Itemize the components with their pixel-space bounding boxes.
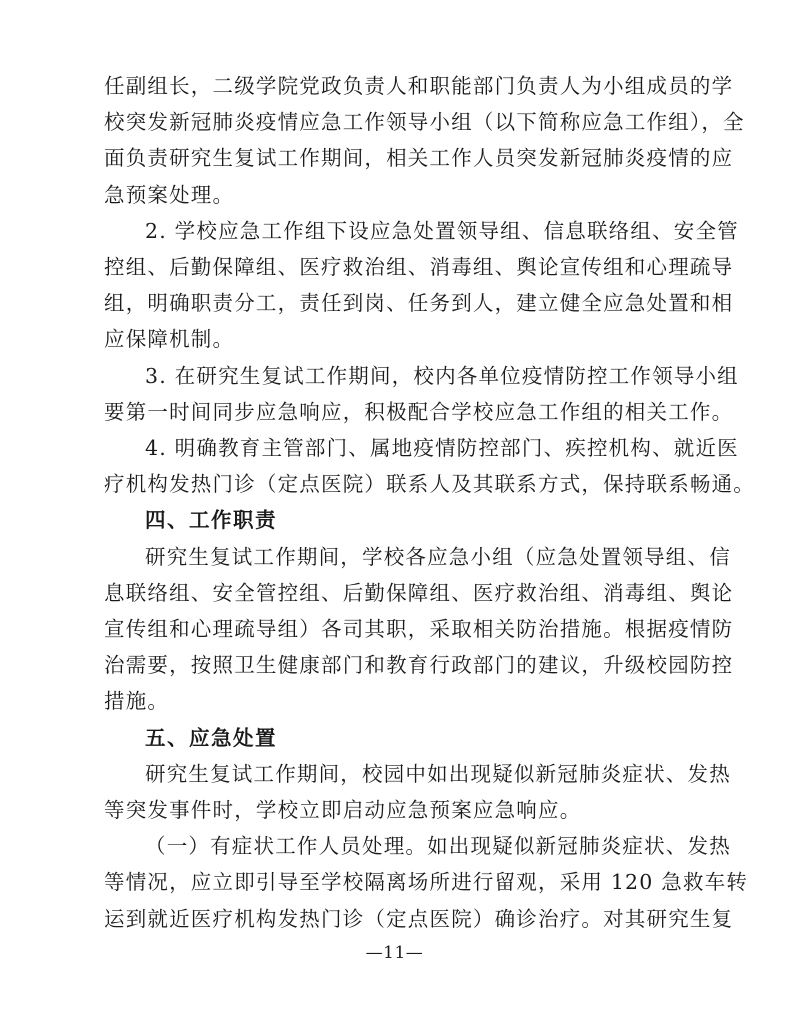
paragraph-line: 3. 在研究生复试工作期间，校内各单位疫情防控工作领导小组 [145,363,739,388]
paragraph-line: 等突发事件时，学校立即启动应急预案应急响应。 [104,798,582,823]
paragraph-line: 等情况，应立即引导至学校隔离场所进行留观，采用 120 急救车转 [104,870,749,895]
paragraph-line: 4. 明确教育主管部门、属地疫情防控部门、疾控机构、就近医 [145,436,739,461]
section-heading: 四、工作职责 [145,508,277,533]
paragraph-line: 控组、后勤保障组、医疗救治组、消毒组、舆论宣传组和心理疏导 [104,255,734,280]
body-text [104,68,755,937]
paragraph-line: 措施。 [104,689,170,714]
paragraph-line: 任副组长，二级学院党政负责人和职能部门负责人为小组成员的学 [104,74,734,98]
paragraph-line: 要第一时间同步应急响应，积极配合学校应急工作组的相关工作。 [104,399,734,424]
paragraph-line: 研究生复试工作期间，校园中如出现疑似新冠肺炎症状、发热 [145,761,731,786]
paragraph-line: 息联络组、安全管控组、后勤保障组、医疗救治组、消毒组、舆论 [104,580,734,605]
page-number: —11— [365,943,424,963]
paragraph-line: 校突发新冠肺炎疫情应急工作领导小组（以下简称应急工作组），全 [104,110,745,135]
paragraph-line: （一）有症状工作人员处理。如出现疑似新冠肺炎症状、发热 [145,834,731,859]
paragraph-line: 疗机构发热门诊（定点医院）联系人及其联系方式，保持联系畅通。 [104,472,755,497]
paragraph-line: 宣传组和心理疏导组）各司其职，采取相关防治措施。根据疫情防 [104,617,734,642]
paragraph-line: 运到就近医疗机构发热门诊（定点医院）确诊治疗。对其研究生复 [104,906,734,931]
paragraph-line: 应保障机制。 [104,327,235,352]
paragraph-line: 急预案处理。 [104,182,235,207]
paragraph-line: 2. 学校应急工作组下设应急处置领导组、信息联络组、安全管 [145,218,739,243]
paragraph-line: 治需要，按照卫生健康部门和教育行政部门的建议，升级校园防控 [104,653,734,678]
paragraph-line: 组，明确职责分工，责任到岗、任务到人，建立健全应急处置和相 [104,291,734,316]
paragraph-line: 面负责研究生复试工作期间，相关工作人员突发新冠肺炎疫情的应 [104,146,734,171]
section-heading: 五、应急处置 [145,725,277,750]
paragraph-line: 研究生复试工作期间，学校各应急小组（应急处置领导组、信 [145,544,731,569]
